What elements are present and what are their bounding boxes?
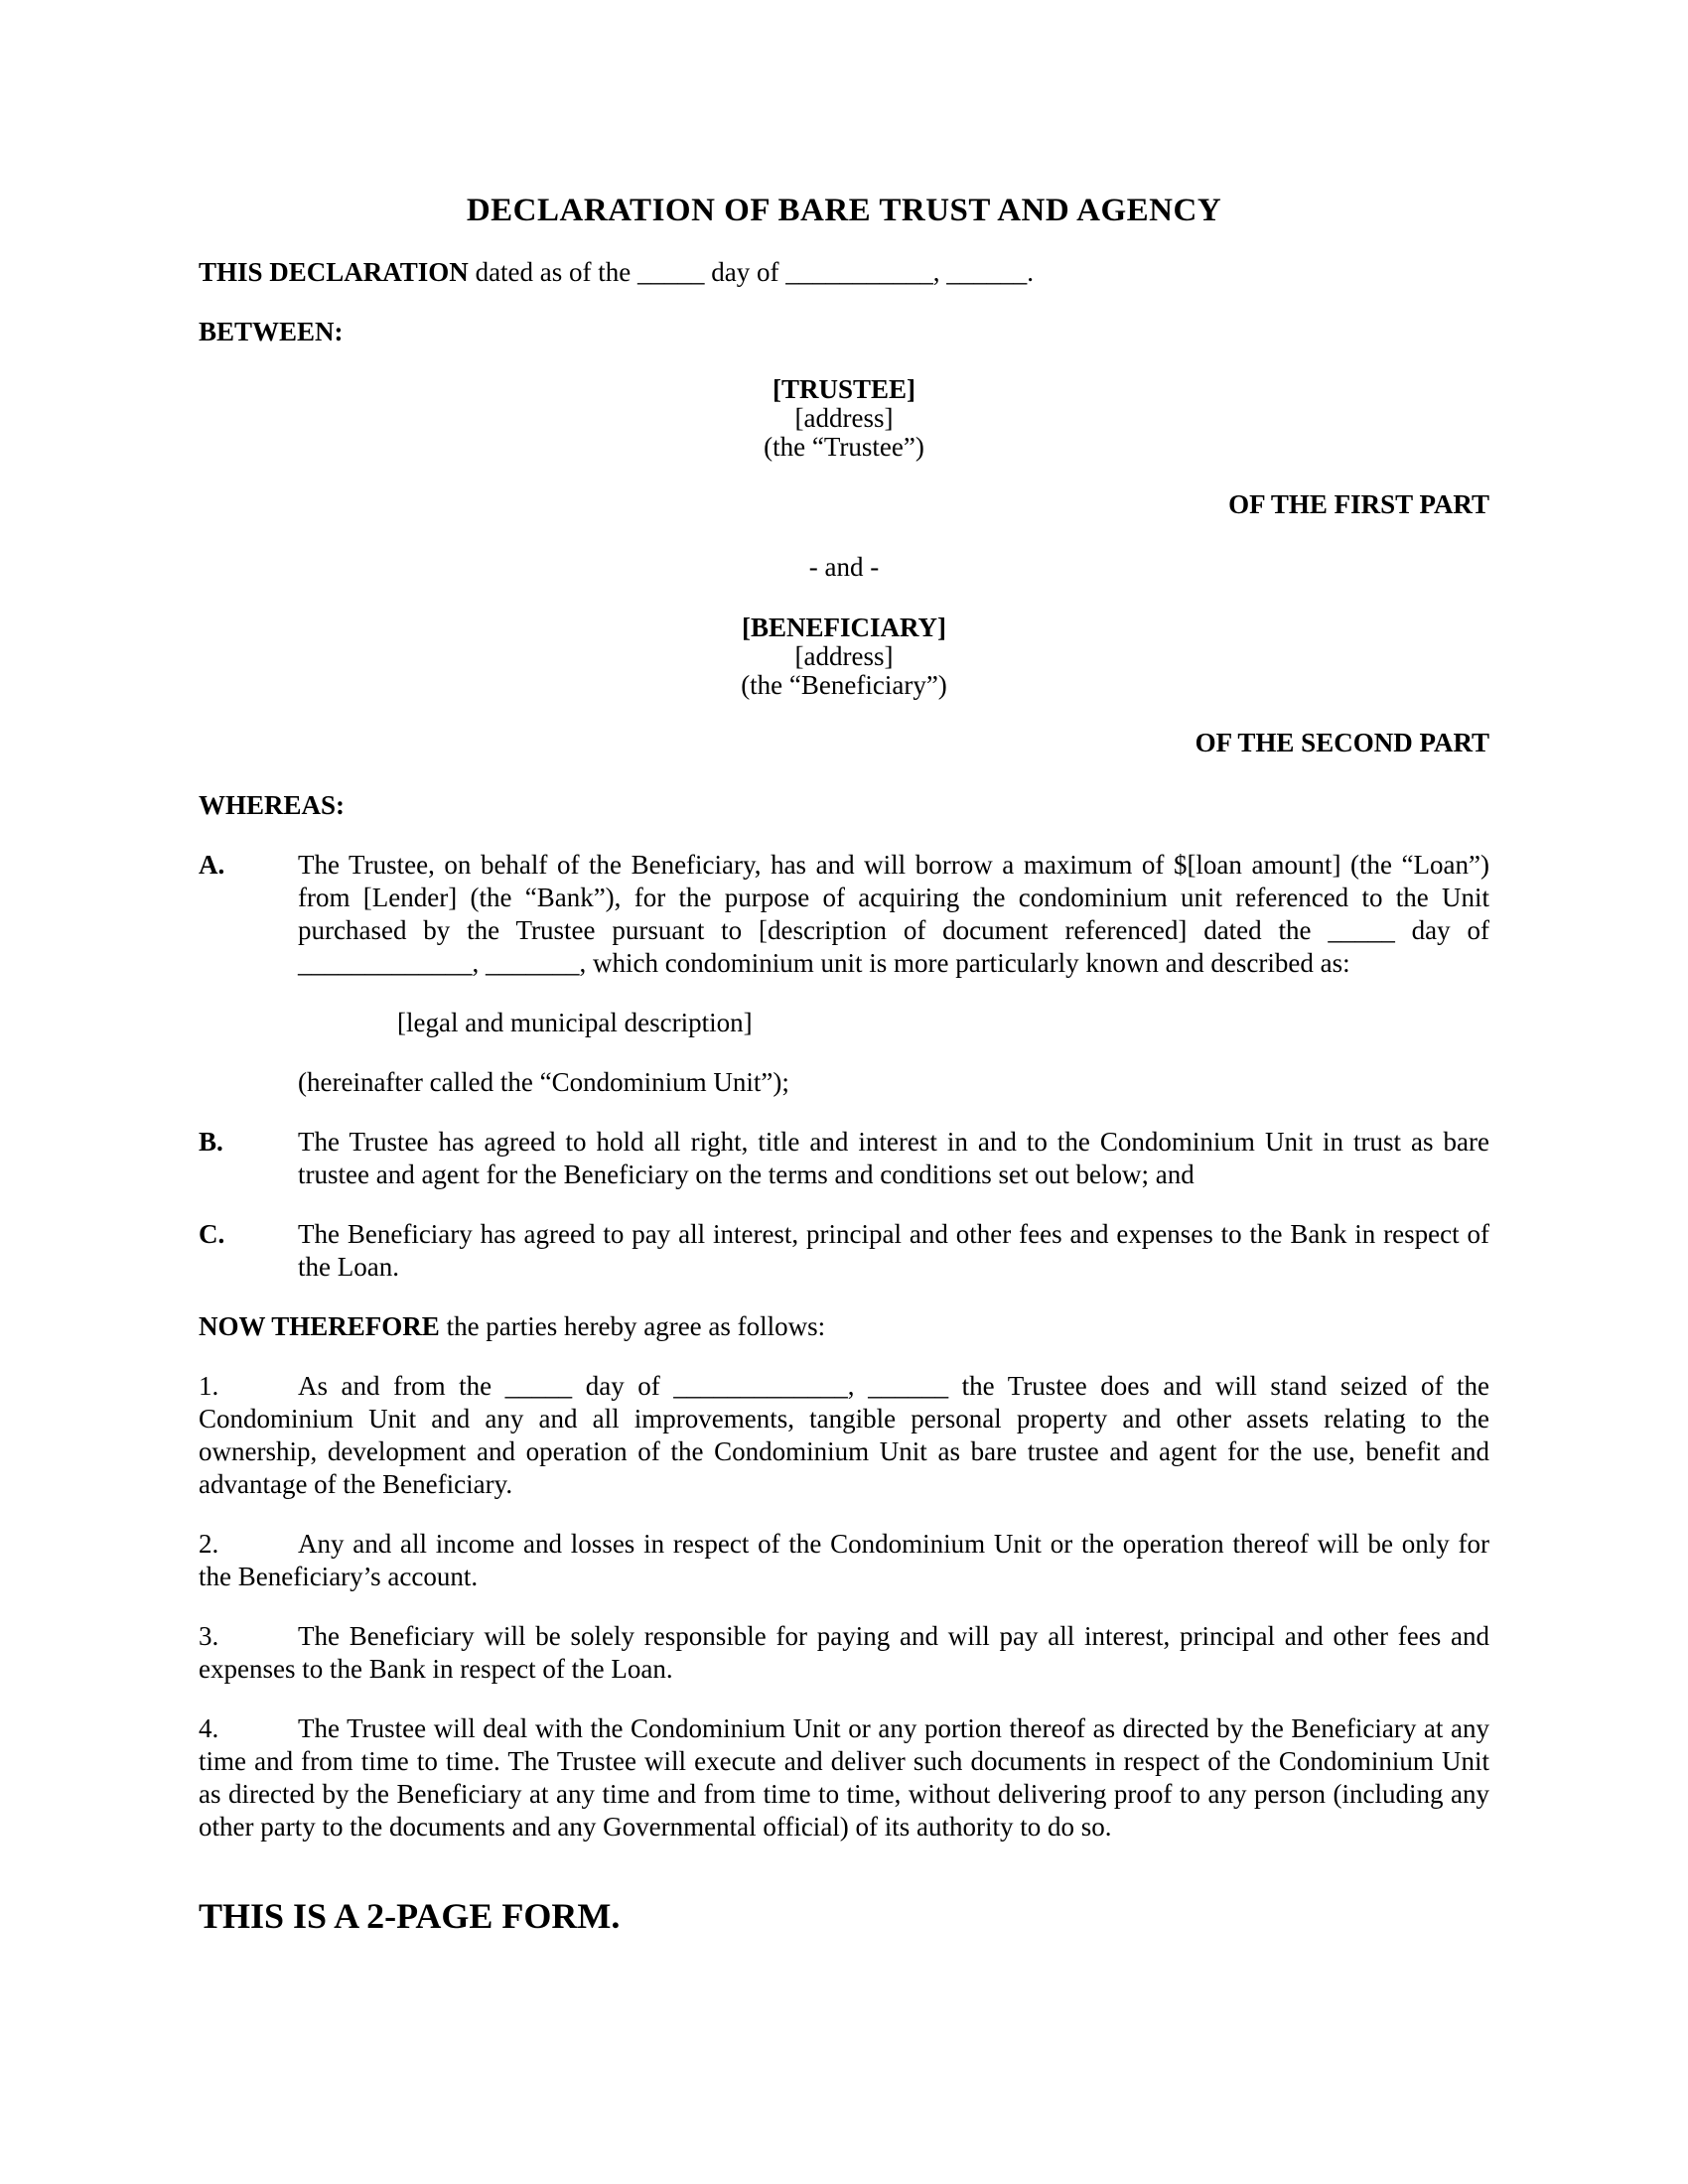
declaration-line-lead: THIS DECLARATION xyxy=(199,257,469,287)
and-separator: - and - xyxy=(808,552,880,582)
recital-b-text: The Trustee has agreed to hold all right, title and interest in and to the Condominium Unit in trust as bare trustee and agent for the Beneficiary on the terms and conditions set out below; and xyxy=(298,1127,1489,1189)
recital-c xyxy=(199,1218,1489,1284)
recital-b xyxy=(199,1126,1489,1191)
clause-4-text: The Trustee will deal with the Condominium Unit or any portion thereof as directed by the Beneficiary at any time and from time to time. The Trustee will execute and deliver such documents in respect of the Condominium Unit as directed by the Beneficiary at any time and from time to time, without delivering proof to any person (including any other party to the documents and any Governmental official) of its authority to do so. xyxy=(199,1713,1489,1842)
trustee-alias: (the “Trustee”) xyxy=(764,432,924,462)
declaration-line xyxy=(199,256,1489,289)
first-part-label: OF THE FIRST PART xyxy=(1228,489,1489,519)
clause-2-text: Any and all income and losses in respect of the Condominium Unit or the operation thereof will be only for the Beneficiary’s account. xyxy=(199,1529,1489,1591)
declaration-line-rest: dated as of the _____ day of ___________, ______. xyxy=(468,257,1034,287)
clause-4-number: 4. xyxy=(199,1713,219,1743)
beneficiary-block xyxy=(199,614,1489,700)
trustee-block xyxy=(199,375,1489,462)
recital-a xyxy=(199,849,1489,980)
whereas-label: WHEREAS: xyxy=(199,790,346,820)
recital-c-text: The Beneficiary has agreed to pay all interest, principal and other fees and expenses to the Bank in respect of the Loan. xyxy=(298,1219,1489,1282)
document-title: DECLARATION OF BARE TRUST AND AGENCY xyxy=(466,193,1222,228)
second-part-label: OF THE SECOND PART xyxy=(1195,728,1489,757)
legal-description-placeholder: [legal and municipal description] xyxy=(397,1008,753,1037)
between-label: BETWEEN: xyxy=(199,317,344,346)
clause-3-text: The Beneficiary will be solely responsible for paying and will pay all interest, principal and other fees and expenses to the Bank in respect of the Loan. xyxy=(199,1621,1489,1684)
clause-2 xyxy=(199,1528,1489,1593)
beneficiary-name: [BENEFICIARY] xyxy=(741,613,947,642)
beneficiary-alias: (the “Beneficiary”) xyxy=(741,670,947,700)
now-therefore-lead: NOW THEREFORE xyxy=(199,1311,440,1341)
beneficiary-address: [address] xyxy=(794,641,894,671)
trustee-name: [TRUSTEE] xyxy=(772,374,916,404)
clause-3-number: 3. xyxy=(199,1621,219,1651)
recital-c-letter: C. xyxy=(199,1219,225,1249)
now-therefore-rest: the parties hereby agree as follows: xyxy=(439,1311,826,1341)
page-count-notice: THIS IS A 2-PAGE FORM. xyxy=(199,1896,621,1936)
clause-1 xyxy=(199,1370,1489,1501)
recital-b-letter: B. xyxy=(199,1127,223,1157)
clause-1-text: As and from the _____ day of _____________, ______ the Trustee does and will stand seized of the Condominium Unit and any and all improvements, tangible personal property and other assets relating to the ownership, development and operation of the Condominium Unit as bare trustee and agent for the use, benefit and advantage of the Beneficiary. xyxy=(199,1371,1489,1499)
clause-3 xyxy=(199,1620,1489,1686)
clause-2-number: 2. xyxy=(199,1529,219,1559)
recital-a-letter: A. xyxy=(199,850,225,880)
trustee-address: [address] xyxy=(794,403,894,433)
clause-4 xyxy=(199,1712,1489,1843)
clause-1-number: 1. xyxy=(199,1371,219,1401)
recital-a-text: The Trustee, on behalf of the Beneficiary, has and will borrow a maximum of $[loan amount] (the “Loan”) from [Lender] (the “Bank”), for the purpose of acquiring the condominium unit referenced to the Unit purchased by the Trustee pursuant to [description of document referenced] dated the _____ day of _____________, _______, which condominium unit is more particularly known and described as: xyxy=(298,850,1489,978)
hereinafter-line: (hereinafter called the “Condominium Unit”); xyxy=(298,1067,789,1097)
now-therefore-line xyxy=(199,1310,1489,1343)
